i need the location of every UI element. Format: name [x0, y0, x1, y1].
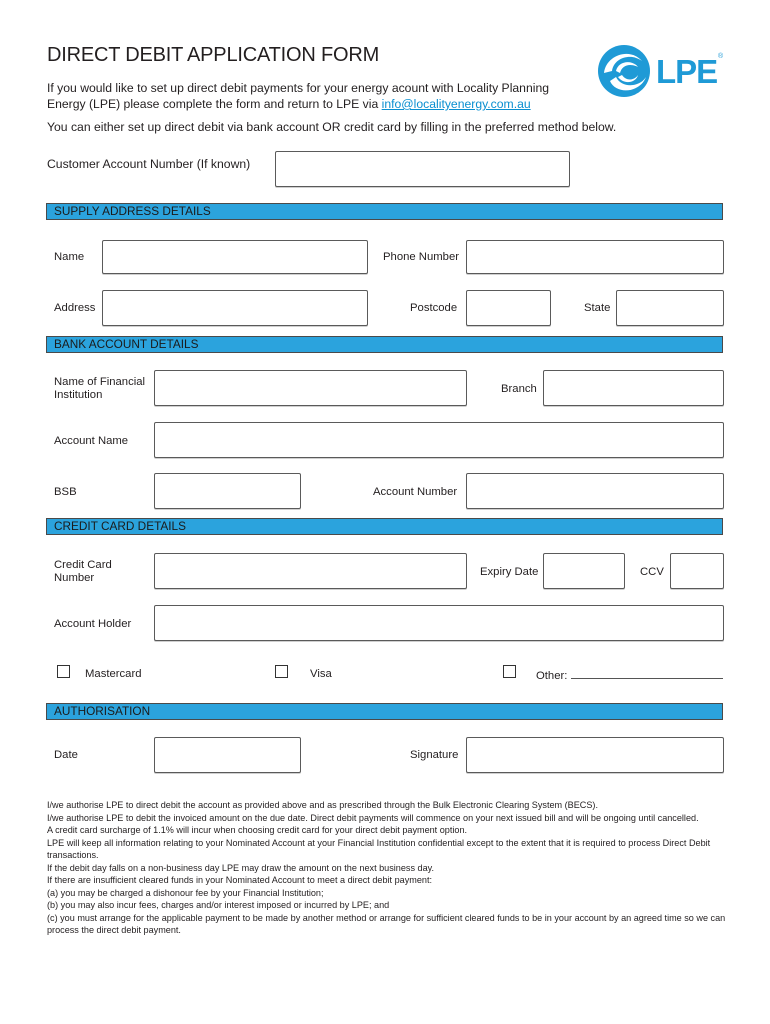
visa-label: Visa [310, 668, 332, 680]
account-number-label: Account Number [373, 486, 458, 498]
expiry-field[interactable] [543, 553, 625, 589]
account-number-field[interactable] [466, 473, 724, 509]
other-input-line[interactable] [571, 668, 723, 679]
account-name-field[interactable] [154, 422, 724, 458]
terms-line: (c) you must arrange for the applicable payment to be made by another method or arrange for sufficient cleared funds to be in your account by an agreed time so we can process the direct debit payment. [47, 912, 726, 935]
institution-label [54, 376, 145, 402]
branch-label: Branch [501, 383, 537, 395]
branch-field[interactable] [543, 370, 724, 406]
intro-paragraph [47, 80, 587, 112]
terms-text [47, 799, 727, 937]
visa-checkbox[interactable] [275, 665, 288, 678]
signature-label: Signature [410, 749, 459, 761]
terms-line: LPE will keep all information relating to your Nominated Account at your Financial Institution confidential except to the extent that it is required to process Direct Debit transactions. [47, 837, 711, 860]
institution-label-line1: Name of Financial [54, 376, 146, 388]
institution-field[interactable] [154, 370, 467, 406]
expiry-label: Expiry Date [480, 566, 539, 578]
other-checkbox[interactable] [503, 665, 516, 678]
card-number-label [54, 559, 112, 585]
mastercard-label: Mastercard [85, 668, 142, 680]
address-label: Address [54, 302, 96, 314]
signature-field[interactable] [466, 737, 724, 773]
terms-line: (b) you may also incur fees, charges and/or interest imposed or incurred by LPE; and [47, 900, 390, 910]
customer-account-field[interactable] [275, 151, 570, 187]
ccv-field[interactable] [670, 553, 724, 589]
bank-account-heading: BANK ACCOUNT DETAILS [46, 336, 723, 353]
account-holder-field[interactable] [154, 605, 724, 641]
card-number-label-line2: Number [54, 572, 95, 584]
date-label: Date [54, 749, 78, 761]
state-field[interactable] [616, 290, 724, 326]
card-number-label-line1: Credit Card [54, 559, 112, 571]
other-label: Other: [536, 670, 568, 682]
supply-address-heading: SUPPLY ADDRESS DETAILS [46, 203, 723, 220]
authorisation-heading: AUTHORISATION [46, 703, 723, 720]
terms-line: A credit card surcharge of 1.1% will incur when choosing credit card for your direct debit payment option. [47, 825, 468, 835]
customer-account-label [47, 157, 250, 171]
ccv-label: CCV [640, 566, 664, 578]
lpe-logo [596, 41, 726, 101]
date-field[interactable] [154, 737, 301, 773]
address-field[interactable] [102, 290, 368, 326]
state-label: State [584, 302, 611, 314]
phone-field[interactable] [466, 240, 724, 274]
name-field[interactable] [102, 240, 368, 274]
credit-card-heading: CREDIT CARD DETAILS [46, 518, 723, 535]
customer-account-label-text: Customer Account Number [47, 157, 194, 171]
terms-line: If there are insufficient cleared funds in your Nominated Account to meet a direct debit payment: [47, 875, 433, 885]
name-label: Name [54, 251, 85, 263]
institution-label-line2: Institution [54, 389, 103, 401]
phone-label: Phone Number [383, 251, 459, 263]
bsb-field[interactable] [154, 473, 301, 509]
registered-mark: ® [718, 53, 724, 60]
page-title: DIRECT DEBIT APPLICATION FORM [47, 44, 380, 66]
other-option [536, 668, 723, 683]
intro-text: If you would like to set up direct debit payments for your energy acount with Locality Planning Energy (LPE) please complete the form and return to LPE via [47, 81, 549, 111]
card-number-field[interactable] [154, 553, 467, 589]
email-link[interactable]: info@localityenergy.com.au [381, 97, 531, 111]
customer-account-hint: (If known) [193, 157, 251, 171]
mastercard-checkbox[interactable] [57, 665, 70, 678]
postcode-field[interactable] [466, 290, 551, 326]
postcode-label: Postcode [410, 302, 458, 314]
terms-line: I/we authorise LPE to direct debit the account as provided above and as prescribed through the Bulk Electronic Clearing System (BECS). [47, 800, 598, 810]
logo-text: LPE [656, 53, 718, 90]
account-holder-label: Account Holder [54, 618, 132, 630]
intro-instruction: You can either set up direct debit via bank account OR credit card by filling in the preferred method below. [47, 120, 617, 134]
bsb-label: BSB [54, 486, 77, 498]
account-name-label: Account Name [54, 435, 129, 447]
terms-line: I/we authorise LPE to debit the invoiced amount on the due date. Direct debit payments will commence on your next issued bill and will be ongoing until cancelled. [47, 812, 699, 823]
terms-line: (a) you may be charged a dishonour fee by your Financial Institution; [47, 887, 324, 898]
terms-line: If the debit day falls on a non-business day LPE may draw the amount on the next business day. [47, 862, 435, 873]
